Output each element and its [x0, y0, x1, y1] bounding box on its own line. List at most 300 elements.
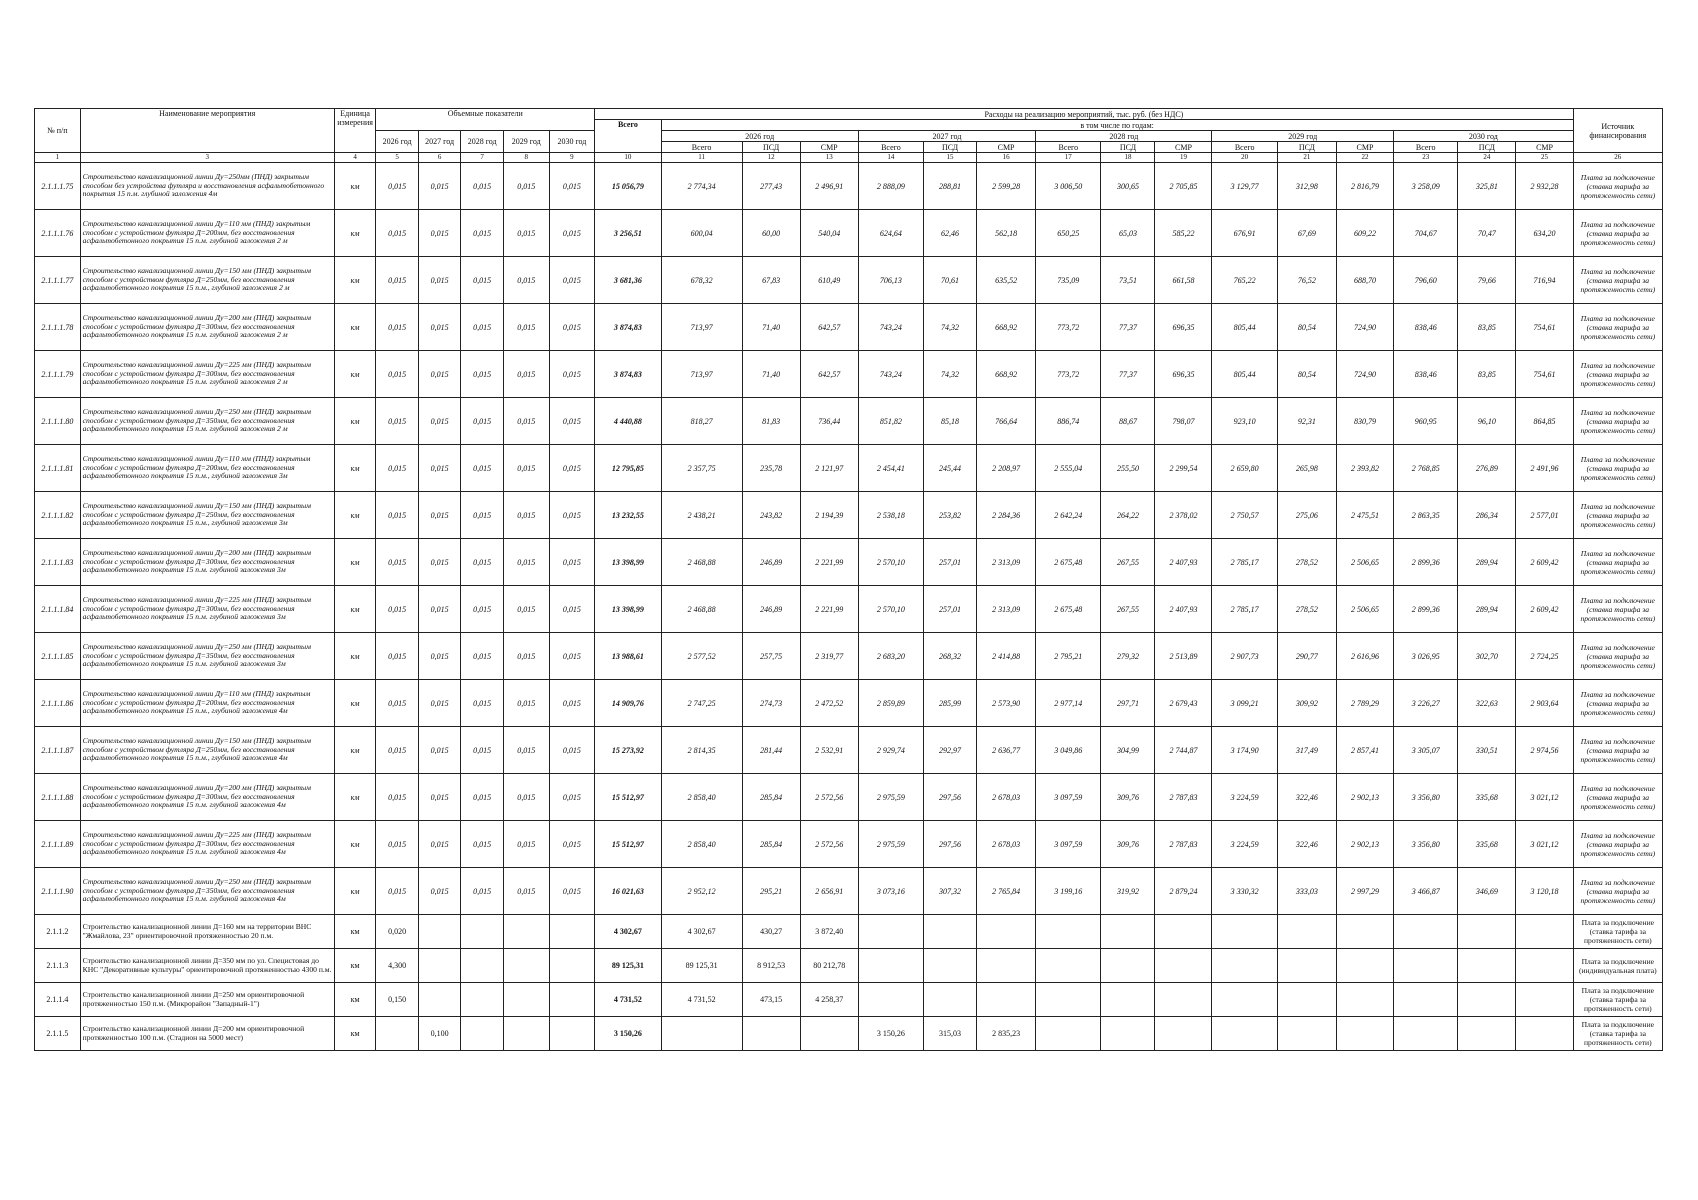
cost-value: 716,94 — [1516, 257, 1573, 304]
cost-value: 295,21 — [742, 868, 800, 915]
cost-value: 286,34 — [1458, 492, 1516, 539]
volume-value — [503, 949, 549, 983]
cost-value: 278,52 — [1277, 586, 1336, 633]
row-number: 2.1.1.1.87 — [35, 727, 81, 774]
cost-value: 2 879,24 — [1155, 868, 1212, 915]
cost-value: 275,06 — [1277, 492, 1336, 539]
cost-value: 285,84 — [742, 774, 800, 821]
cost-value: 3 097,59 — [1036, 821, 1101, 868]
total-value: 3 256,51 — [595, 210, 661, 257]
volume-value: 0,100 — [418, 1017, 461, 1051]
cost-value: 2 472,52 — [800, 680, 858, 727]
cost-value — [661, 1017, 742, 1051]
cost-value: 2 952,12 — [661, 868, 742, 915]
funding-source: Плата за подключение (ставка тарифа за протяженность сети) — [1573, 304, 1662, 351]
volume-value: 0,150 — [376, 983, 419, 1017]
cost-value: 2 932,28 — [1516, 163, 1573, 210]
cost-value — [858, 915, 923, 949]
total-value: 4 731,52 — [595, 983, 661, 1017]
cost-value: 2 816,79 — [1336, 163, 1393, 210]
volume-value: 0,015 — [549, 586, 595, 633]
funding-source: Плата за подключение (ставка тарифа за протяженность сети) — [1573, 492, 1662, 539]
volume-value: 0,015 — [549, 492, 595, 539]
row-number: 2.1.1.1.77 — [35, 257, 81, 304]
cost-value: 3 356,80 — [1394, 774, 1458, 821]
volume-value: 0,015 — [376, 304, 419, 351]
volume-value: 0,015 — [376, 351, 419, 398]
cost-value: 2 747,25 — [661, 680, 742, 727]
cost-value — [858, 983, 923, 1017]
cost-value: 309,76 — [1101, 821, 1155, 868]
cost-value: 297,56 — [924, 821, 977, 868]
cost-value: 2 313,09 — [977, 586, 1036, 633]
volume-value: 0,015 — [461, 633, 504, 680]
volume-value: 0,015 — [376, 868, 419, 915]
cost-value: 2 573,90 — [977, 680, 1036, 727]
cost-value — [1394, 1017, 1458, 1051]
column-number: 11 — [661, 153, 742, 163]
cost-value — [1516, 983, 1573, 1017]
cost-value: 2 724,25 — [1516, 633, 1573, 680]
cost-value: 317,49 — [1277, 727, 1336, 774]
measure-name: Строительство канализационной линии Ду=200 мм (ПНД) закрытым способом с устройством футляра Д=300мм, без восстановления асфальтобетонного покрытия 15 п.м. глубиной заложения 2 м — [80, 304, 334, 351]
cost-value — [1155, 983, 1212, 1017]
sub-header: СМР — [1336, 142, 1393, 153]
row-number: 2.1.1.1.79 — [35, 351, 81, 398]
cost-value: 243,82 — [742, 492, 800, 539]
funding-source: Плата за подключение (ставка тарифа за протяженность сети) — [1573, 821, 1662, 868]
cost-value: 257,01 — [924, 586, 977, 633]
row-number: 2.1.1.1.75 — [35, 163, 81, 210]
cost-value: 65,03 — [1101, 210, 1155, 257]
cost-value — [1277, 949, 1336, 983]
volume-value: 0,015 — [549, 680, 595, 727]
cost-value: 335,68 — [1458, 774, 1516, 821]
cost-value: 67,69 — [1277, 210, 1336, 257]
volume-value — [549, 983, 595, 1017]
volume-value — [503, 1017, 549, 1051]
cost-value: 292,97 — [924, 727, 977, 774]
volume-value — [418, 983, 461, 1017]
cost-value: 754,61 — [1516, 351, 1573, 398]
volume-value: 0,015 — [376, 586, 419, 633]
cost-value: 2 506,65 — [1336, 586, 1393, 633]
volume-value: 0,015 — [549, 445, 595, 492]
row-number: 2.1.1.1.88 — [35, 774, 81, 821]
cost-value: 85,18 — [924, 398, 977, 445]
volume-value: 0,015 — [549, 210, 595, 257]
volume-value: 0,015 — [503, 539, 549, 586]
cost-value: 2 787,83 — [1155, 774, 1212, 821]
table-row — [35, 868, 1663, 915]
cost-value: 2 513,89 — [1155, 633, 1212, 680]
cost-value — [1277, 983, 1336, 1017]
cost-value: 735,09 — [1036, 257, 1101, 304]
cost-value: 2 407,93 — [1155, 586, 1212, 633]
cost-value: 713,97 — [661, 304, 742, 351]
cost-value: 2 789,29 — [1336, 680, 1393, 727]
cost-value: 724,90 — [1336, 351, 1393, 398]
sub-header: ПСД — [1277, 142, 1336, 153]
column-number: 25 — [1516, 153, 1573, 163]
table-row — [35, 949, 1663, 983]
cost-value: 3 021,12 — [1516, 821, 1573, 868]
cost-value: 2 570,10 — [858, 586, 923, 633]
volume-value: 0,015 — [549, 727, 595, 774]
header-no: № п/п — [35, 109, 81, 153]
cost-value: 696,35 — [1155, 304, 1212, 351]
cost-value: 2 765,84 — [977, 868, 1036, 915]
row-number: 2.1.1.3 — [35, 949, 81, 983]
cost-value — [742, 1017, 800, 1051]
cost-value: 274,73 — [742, 680, 800, 727]
column-number: 13 — [800, 153, 858, 163]
cost-value: 2 208,97 — [977, 445, 1036, 492]
cost-value — [1212, 983, 1277, 1017]
cost-value: 267,55 — [1101, 539, 1155, 586]
cost-value: 2 572,56 — [800, 774, 858, 821]
cost-value: 2 491,96 — [1516, 445, 1573, 492]
volume-value: 0,015 — [503, 774, 549, 821]
table-row — [35, 445, 1663, 492]
volume-value: 0,015 — [461, 868, 504, 915]
cost-value: 773,72 — [1036, 304, 1101, 351]
cost-value — [1516, 1017, 1573, 1051]
volume-value: 0,015 — [376, 210, 419, 257]
cost-value: 2 284,36 — [977, 492, 1036, 539]
cost-value: 676,91 — [1212, 210, 1277, 257]
header-name: Наименование мероприятия — [80, 109, 334, 153]
cost-value: 805,44 — [1212, 304, 1277, 351]
cost-value: 288,81 — [924, 163, 977, 210]
funding-source: Плата за подключение (ставка тарифа за протяженность сети) — [1573, 983, 1662, 1017]
cost-value: 2 929,74 — [858, 727, 923, 774]
cost-value: 706,13 — [858, 257, 923, 304]
cost-value: 3 199,16 — [1036, 868, 1101, 915]
cost-value: 346,69 — [1458, 868, 1516, 915]
cost-value: 473,15 — [742, 983, 800, 1017]
unit: км — [334, 727, 376, 774]
cost-value: 2 858,40 — [661, 774, 742, 821]
cost-value: 2 858,40 — [661, 821, 742, 868]
cost-value: 3 466,87 — [1394, 868, 1458, 915]
volume-value: 0,015 — [503, 586, 549, 633]
header-unit: Единица измерения — [334, 109, 376, 153]
table-row — [35, 774, 1663, 821]
total-value: 16 021,63 — [595, 868, 661, 915]
volume-value — [549, 1017, 595, 1051]
cost-value: 2 774,34 — [661, 163, 742, 210]
volume-value: 0,015 — [376, 539, 419, 586]
table-row — [35, 1017, 1663, 1051]
cost-value: 886,74 — [1036, 398, 1101, 445]
row-number: 2.1.1.1.81 — [35, 445, 81, 492]
cost-value: 2 599,28 — [977, 163, 1036, 210]
funding-source: Плата за подключение (ставка тарифа за протяженность сети) — [1573, 586, 1662, 633]
unit: км — [334, 915, 376, 949]
cost-value: 285,84 — [742, 821, 800, 868]
cost-value: 2 795,21 — [1036, 633, 1101, 680]
column-number: 16 — [977, 153, 1036, 163]
cost-value: 2 121,97 — [800, 445, 858, 492]
sub-header: ПСД — [924, 142, 977, 153]
column-number: 1 — [35, 153, 81, 163]
cost-value — [1036, 915, 1101, 949]
cost-value: 2 454,41 — [858, 445, 923, 492]
cost-value: 960,95 — [1394, 398, 1458, 445]
cost-value: 2 975,59 — [858, 774, 923, 821]
volume-value: 0,015 — [418, 445, 461, 492]
volume-value: 0,015 — [461, 727, 504, 774]
volume-value: 0,015 — [549, 633, 595, 680]
header-by-years: в том числе по годам: — [661, 120, 1573, 131]
row-number: 2.1.1.1.84 — [35, 586, 81, 633]
sub-header: ПСД — [1101, 142, 1155, 153]
volume-value: 0,015 — [549, 539, 595, 586]
cost-value: 255,50 — [1101, 445, 1155, 492]
unit: км — [334, 445, 376, 492]
cost-value: 4 258,37 — [800, 983, 858, 1017]
funding-source: Плата за подключение (ставка тарифа за протяженность сети) — [1573, 351, 1662, 398]
cost-value: 2 506,65 — [1336, 539, 1393, 586]
cost-value: 2 496,91 — [800, 163, 858, 210]
measure-name: Строительство канализационной линии Д=160 мм на территории ВНС "Жмайлова, 23" ориентировочной протяженностью 20 п.м. — [80, 915, 334, 949]
row-number: 2.1.1.1.83 — [35, 539, 81, 586]
cost-value: 2 616,96 — [1336, 633, 1393, 680]
unit: км — [334, 821, 376, 868]
volume-value: 0,015 — [503, 351, 549, 398]
sub-header: Всего — [1036, 142, 1101, 153]
volume-value: 0,015 — [503, 633, 549, 680]
cost-value: 765,22 — [1212, 257, 1277, 304]
table-row — [35, 821, 1663, 868]
cost-value: 253,82 — [924, 492, 977, 539]
funding-source: Плата за подключение (ставка тарифа за протяженность сети) — [1573, 774, 1662, 821]
sub-header: Всего — [1212, 142, 1277, 153]
cost-value: 661,58 — [1155, 257, 1212, 304]
funding-source: Плата за подключение (ставка тарифа за протяженность сети) — [1573, 727, 1662, 774]
volume-value: 0,015 — [503, 868, 549, 915]
cost-value: 96,10 — [1458, 398, 1516, 445]
cost-value: 289,94 — [1458, 539, 1516, 586]
table-row — [35, 539, 1663, 586]
cost-value: 3 150,26 — [858, 1017, 923, 1051]
cost-value: 2 319,77 — [800, 633, 858, 680]
funding-source: Плата за подключение (ставка тарифа за протяженность сети) — [1573, 633, 1662, 680]
measure-name: Строительство канализационной линии Ду=225 мм (ПНД) закрытым способом с устройством футляра Д=300мм, без восстановления асфальтобетонного покрытия 15 п.м. глубиной заложения 4м — [80, 821, 334, 868]
cost-value: 2 899,36 — [1394, 586, 1458, 633]
cost-value: 2 888,09 — [858, 163, 923, 210]
cost-value — [1277, 915, 1336, 949]
volume-value: 0,015 — [461, 492, 504, 539]
column-number: 10 — [595, 153, 661, 163]
cost-value — [1458, 1017, 1516, 1051]
measure-name: Строительство канализационной линии Ду=150 мм (ПНД) закрытым способом с устройством футляра Д=250мм, без восстановления асфальтобетонного покрытия 15 п.м., глубиной заложения 4м — [80, 727, 334, 774]
cost-value: 2 570,10 — [858, 539, 923, 586]
table-row — [35, 257, 1663, 304]
unit: км — [334, 1017, 376, 1051]
unit: км — [334, 868, 376, 915]
sub-header: ПСД — [1458, 142, 1516, 153]
cost-value: 923,10 — [1212, 398, 1277, 445]
cost-value: 3 226,27 — [1394, 680, 1458, 727]
cost-value: 3 021,12 — [1516, 774, 1573, 821]
cost-value: 70,47 — [1458, 210, 1516, 257]
volume-value: 0,015 — [549, 868, 595, 915]
vol-year: 2030 год — [549, 131, 595, 153]
cost-value: 743,24 — [858, 304, 923, 351]
cost-value: 2 532,91 — [800, 727, 858, 774]
measure-name: Строительство канализационной линии Ду=200 мм (ПНД) закрытым способом с устройством футляра Д=300мм, без восстановления асфальтобетонного покрытия 15 п.м. глубиной заложения 4м — [80, 774, 334, 821]
cost-value — [924, 983, 977, 1017]
cost-value: 2 407,93 — [1155, 539, 1212, 586]
cost-value: 3 224,59 — [1212, 821, 1277, 868]
cost-value — [977, 915, 1036, 949]
unit: км — [334, 351, 376, 398]
cost-value: 2 675,48 — [1036, 539, 1101, 586]
volume-value: 0,015 — [418, 868, 461, 915]
funding-source: Плата за подключение (ставка тарифа за протяженность сети) — [1573, 163, 1662, 210]
total-value: 3 681,36 — [595, 257, 661, 304]
cost-value: 678,32 — [661, 257, 742, 304]
cost-value: 80,54 — [1277, 351, 1336, 398]
table-row — [35, 210, 1663, 257]
row-number: 2.1.1.1.86 — [35, 680, 81, 727]
cost-value: 322,63 — [1458, 680, 1516, 727]
cost-value: 585,22 — [1155, 210, 1212, 257]
cost-value: 304,99 — [1101, 727, 1155, 774]
cost-value: 2 679,43 — [1155, 680, 1212, 727]
cost-value — [1155, 915, 1212, 949]
volume-value — [461, 983, 504, 1017]
volume-value: 0,015 — [418, 586, 461, 633]
cost-value: 264,22 — [1101, 492, 1155, 539]
cost-value: 743,24 — [858, 351, 923, 398]
table-row — [35, 163, 1663, 210]
total-value: 13 232,55 — [595, 492, 661, 539]
table-row — [35, 633, 1663, 680]
cost-value: 312,98 — [1277, 163, 1336, 210]
cost-value: 4 731,52 — [661, 983, 742, 1017]
cost-value: 2 899,36 — [1394, 539, 1458, 586]
column-number: 22 — [1336, 153, 1393, 163]
cost-value: 2 577,52 — [661, 633, 742, 680]
funding-source: Плата за подключение (ставка тарифа за протяженность сети) — [1573, 445, 1662, 492]
cost-value: 610,49 — [800, 257, 858, 304]
cost-value: 309,92 — [1277, 680, 1336, 727]
cost-value: 2 378,02 — [1155, 492, 1212, 539]
column-number: 9 — [549, 153, 595, 163]
cost-value: 830,79 — [1336, 398, 1393, 445]
cost-value: 635,52 — [977, 257, 1036, 304]
cost-value: 2 642,24 — [1036, 492, 1101, 539]
volume-value — [376, 1017, 419, 1051]
table-row — [35, 492, 1663, 539]
measure-name: Строительство канализационной линии Д=250 мм ориентировочной протяженностью 150 п.м. (Микрорайон "Западный-1") — [80, 983, 334, 1017]
cost-value: 2 975,59 — [858, 821, 923, 868]
cost-value: 838,46 — [1394, 351, 1458, 398]
total-value: 14 909,76 — [595, 680, 661, 727]
cost-value: 2 683,20 — [858, 633, 923, 680]
volume-value: 0,015 — [418, 680, 461, 727]
row-number: 2.1.1.1.82 — [35, 492, 81, 539]
volume-value: 0,015 — [418, 492, 461, 539]
volume-value: 0,015 — [503, 257, 549, 304]
volume-value: 0,015 — [503, 304, 549, 351]
volume-value: 0,015 — [503, 680, 549, 727]
volume-value: 4,300 — [376, 949, 419, 983]
volume-value: 0,015 — [549, 163, 595, 210]
measure-name: Строительство канализационной линии Ду=110 мм (ПНД) закрытым способом с устройством футляра Д=200мм, без восстановления асфальтобетонного покрытия 15 п.м. глубиной заложения 2 м — [80, 210, 334, 257]
cost-value — [1336, 1017, 1393, 1051]
cost-value: 2 656,91 — [800, 868, 858, 915]
exp-year: 2026 год — [661, 131, 858, 142]
cost-value: 276,89 — [1458, 445, 1516, 492]
cost-value — [1101, 915, 1155, 949]
unit: км — [334, 949, 376, 983]
volume-value — [503, 915, 549, 949]
cost-value: 2 609,42 — [1516, 586, 1573, 633]
header-volume: Объемные показатели — [376, 109, 595, 131]
unit: км — [334, 398, 376, 445]
unit: км — [334, 586, 376, 633]
cost-value: 335,68 — [1458, 821, 1516, 868]
cost-value: 62,46 — [924, 210, 977, 257]
cost-value: 4 302,67 — [661, 915, 742, 949]
funding-source: Плата за подключение (ставка тарифа за протяженность сети) — [1573, 915, 1662, 949]
cost-value: 2 863,35 — [1394, 492, 1458, 539]
volume-value: 0,015 — [503, 727, 549, 774]
cost-value: 257,01 — [924, 539, 977, 586]
cost-value: 818,27 — [661, 398, 742, 445]
column-number: 6 — [418, 153, 461, 163]
cost-value — [800, 1017, 858, 1051]
cost-value: 838,46 — [1394, 304, 1458, 351]
volume-value: 0,015 — [503, 821, 549, 868]
cost-value: 302,70 — [1458, 633, 1516, 680]
cost-value: 2 577,01 — [1516, 492, 1573, 539]
column-number: 7 — [461, 153, 504, 163]
volume-value: 0,015 — [461, 163, 504, 210]
vol-year: 2028 год — [461, 131, 504, 153]
cost-value: 83,85 — [1458, 351, 1516, 398]
cost-value: 2 902,13 — [1336, 774, 1393, 821]
cost-value: 297,71 — [1101, 680, 1155, 727]
cost-value: 724,90 — [1336, 304, 1393, 351]
cost-value: 754,61 — [1516, 304, 1573, 351]
funding-source: Плата за подключение (ставка тарифа за протяженность сети) — [1573, 398, 1662, 445]
volume-value: 0,015 — [376, 774, 419, 821]
volume-value: 0,015 — [418, 727, 461, 774]
volume-value: 0,015 — [418, 351, 461, 398]
volume-value: 0,015 — [418, 539, 461, 586]
cost-value: 2 299,54 — [1155, 445, 1212, 492]
cost-value — [1516, 915, 1573, 949]
cost-value: 2 785,17 — [1212, 539, 1277, 586]
cost-value: 60,00 — [742, 210, 800, 257]
document-page — [34, 108, 1663, 1051]
cost-value: 267,55 — [1101, 586, 1155, 633]
cost-value: 642,57 — [800, 351, 858, 398]
column-number: 5 — [376, 153, 419, 163]
cost-value: 245,44 — [924, 445, 977, 492]
cost-value: 704,67 — [1394, 210, 1458, 257]
cost-value: 2 907,73 — [1212, 633, 1277, 680]
cost-value: 325,81 — [1458, 163, 1516, 210]
volume-value: 0,015 — [461, 539, 504, 586]
cost-value: 2 785,17 — [1212, 586, 1277, 633]
cost-value — [1101, 983, 1155, 1017]
